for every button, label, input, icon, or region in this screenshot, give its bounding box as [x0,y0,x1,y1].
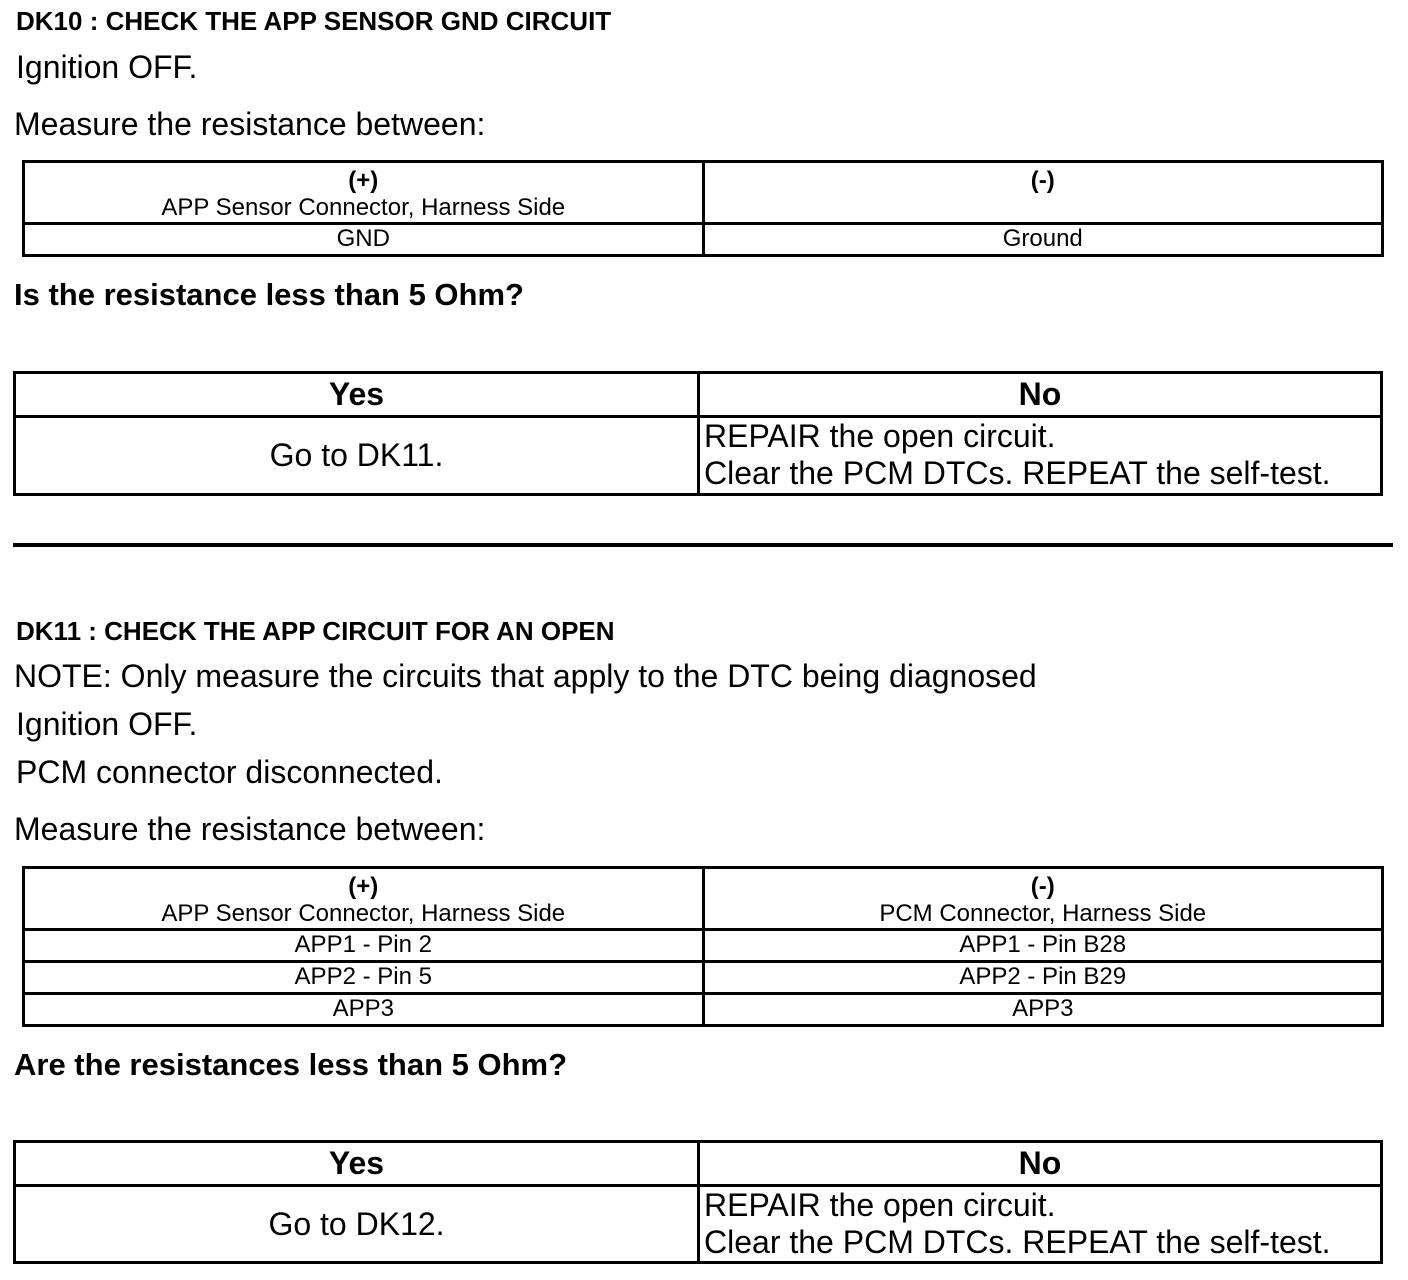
plus-sign: (+) [348,873,379,900]
dk10-measure-text: Measure the resistance between: [14,106,486,142]
no-action-line: Clear the PCM DTCs. REPEAT the self-test. [704,1224,1331,1260]
dk11-question: Are the resistances less than 5 Ohm? [14,1047,568,1082]
table-row [24,962,1383,994]
table-cell: APP1 - Pin B28 [703,930,1383,962]
dk10-title: DK10 : CHECK THE APP SENSOR GND CIRCUIT [16,6,612,36]
yes-header: Yes [15,373,699,417]
header-plus-cell [24,868,704,930]
no-action-line: REPAIR the open circuit. [704,418,1056,454]
minus-sign: (-) [1030,167,1055,194]
dk11-step-note: NOTE: Only measure the circuits that apply to the DTC being diagnosed [14,658,1037,694]
no-header: No [699,1142,1382,1186]
table-row [24,930,1383,962]
no-action-line: REPAIR the open circuit. [704,1187,1056,1223]
dk10-result-table [13,371,1383,496]
dk11-step-ignition: Ignition OFF. [16,706,198,742]
plus-label: APP Sensor Connector, Harness Side [161,194,566,221]
dk11-measure-text: Measure the resistance between: [14,811,486,847]
header-minus-cell [703,162,1383,224]
header-plus-cell [24,162,704,224]
no-action-line: Clear the PCM DTCs. REPEAT the self-test. [704,455,1331,491]
table-header-row [15,1142,1382,1186]
section-divider [13,543,1393,547]
table-cell: Ground [703,224,1383,256]
yes-action: Go to DK12. [15,1186,699,1263]
no-action-cell [699,1186,1382,1263]
table-row [15,417,1382,495]
table-cell: APP2 - Pin 5 [24,962,704,994]
dk10-measure-table [22,160,1384,257]
dk11-title: DK11 : CHECK THE APP CIRCUIT FOR AN OPEN [16,616,615,646]
table-header-row [24,162,1383,224]
table-header-row [24,868,1383,930]
table-row [24,994,1383,1026]
table-cell: APP1 - Pin 2 [24,930,704,962]
table-cell: APP2 - Pin B29 [703,962,1383,994]
table-cell: GND [24,224,704,256]
table-row [24,224,1383,256]
no-action-cell [699,417,1382,495]
dk10-question: Is the resistance less than 5 Ohm? [14,277,524,312]
yes-header: Yes [15,1142,699,1186]
table-header-row [15,373,1382,417]
dk10-step-ignition: Ignition OFF. [16,49,198,85]
dk11-result-table [13,1140,1383,1264]
no-header: No [699,373,1382,417]
table-cell: APP3 [703,994,1383,1026]
yes-action: Go to DK11. [15,417,699,495]
table-cell: APP3 [24,994,704,1026]
table-row [15,1186,1382,1263]
dk11-step-pcm: PCM connector disconnected. [16,754,443,790]
minus-sign: (-) [1030,873,1055,900]
dk11-measure-table [22,866,1384,1027]
plus-sign: (+) [348,167,379,194]
minus-label: PCM Connector, Harness Side [879,900,1207,927]
header-minus-cell [703,868,1383,930]
plus-label: APP Sensor Connector, Harness Side [161,900,566,927]
